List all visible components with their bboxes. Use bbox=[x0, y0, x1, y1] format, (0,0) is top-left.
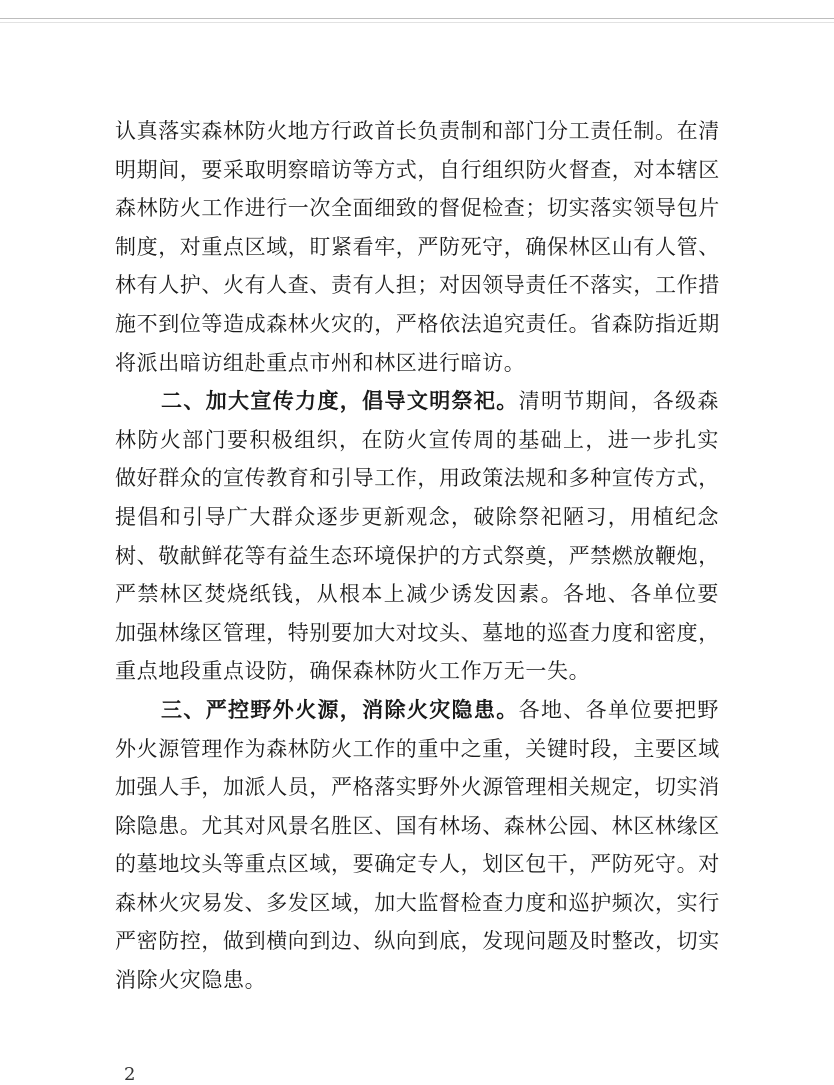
paragraph-responsibility bbox=[115, 112, 719, 382]
text-line: 施不到位等造成森林火灾的，严格依法追究责任。省森防指近期 bbox=[115, 311, 720, 336]
text-line: 森林火灾易发、多发区域，加大监督检查力度和巡护频次，实行 bbox=[115, 890, 720, 915]
text-line: 明期间，要采取明察暗访等方式，自行组织防火督查，对本辖区 bbox=[115, 157, 720, 182]
text-line: 外火源管理作为森林防火工作的重中之重，关键时段，主要区域 bbox=[115, 736, 720, 761]
scan-border-line bbox=[0, 18, 834, 19]
text-line: 树、敬献鲜花等有益生态环境保护的方式祭奠，严禁燃放鞭炮， bbox=[115, 543, 720, 568]
section-heading: 二、加大宣传力度，倡导文明祭祀。 bbox=[161, 389, 519, 414]
text-line: 严密防控，做到横向到边、纵向到底，发现问题及时整改，切实 bbox=[115, 929, 720, 954]
text-line: 加强人手，加派人员，严格落实野外火源管理相关规定，切实消 bbox=[115, 775, 720, 800]
paragraph-publicity bbox=[115, 382, 719, 691]
paragraph-first-line bbox=[115, 691, 719, 730]
text-line: 制度，对重点区域，盯紧看牢，严防死守，确保林区山有人管、 bbox=[115, 234, 720, 259]
text-line: 消除火灾隐患。 bbox=[115, 968, 267, 993]
text-line: 的墓地坟头等重点区域，要确定专人，划区包干，严防死守。对 bbox=[115, 852, 720, 877]
paragraph-fire-sources bbox=[115, 691, 719, 1000]
text-line: 林防火部门要积极组织，在防火宣传周的基础上，进一步扎实 bbox=[115, 427, 719, 452]
text-line: 除隐患。尤其对风景名胜区、国有林场、森林公园、林区林缘区 bbox=[115, 813, 720, 838]
page-number: 2 bbox=[124, 1064, 136, 1085]
text-fragment: 各地、各单位要把野 bbox=[518, 697, 719, 722]
text-line: 严禁林区焚烧纸钱，从根本上减少诱发因素。各地、各单位要 bbox=[115, 582, 719, 607]
section-heading: 三、严控野外火源，消除火灾隐患。 bbox=[161, 697, 519, 722]
text-line: 认真落实森林防火地方行政首长负责制和部门分工责任制。在清 bbox=[115, 119, 720, 143]
text-line: 做好群众的宣传教育和引导工作，用政策法规和多种宣传方式， bbox=[115, 466, 720, 491]
text-line: 加强林缘区管理，特别要加大对坟头、墓地的巡查力度和密度， bbox=[115, 620, 720, 645]
text-line: 重点地段重点设防，确保森林防火工作万无一失。 bbox=[115, 659, 591, 684]
text-line: 林有人护、火有人查、责有人担；对因领导责任不落实，工作措 bbox=[115, 273, 720, 298]
document-body bbox=[115, 112, 719, 1000]
paragraph-first-line bbox=[115, 382, 719, 421]
scan-border-line-secondary bbox=[0, 22, 834, 23]
text-fragment: 清明节期间，各级森 bbox=[518, 389, 719, 414]
text-line: 将派出暗访组赴重点市州和林区进行暗访。 bbox=[115, 350, 526, 375]
text-line: 森林防火工作进行一次全面细致的督促检查；切实落实领导包片 bbox=[115, 196, 720, 221]
text-line: 提倡和引导广大群众逐步更新观念，破除祭祀陋习，用植纪念 bbox=[115, 504, 719, 529]
